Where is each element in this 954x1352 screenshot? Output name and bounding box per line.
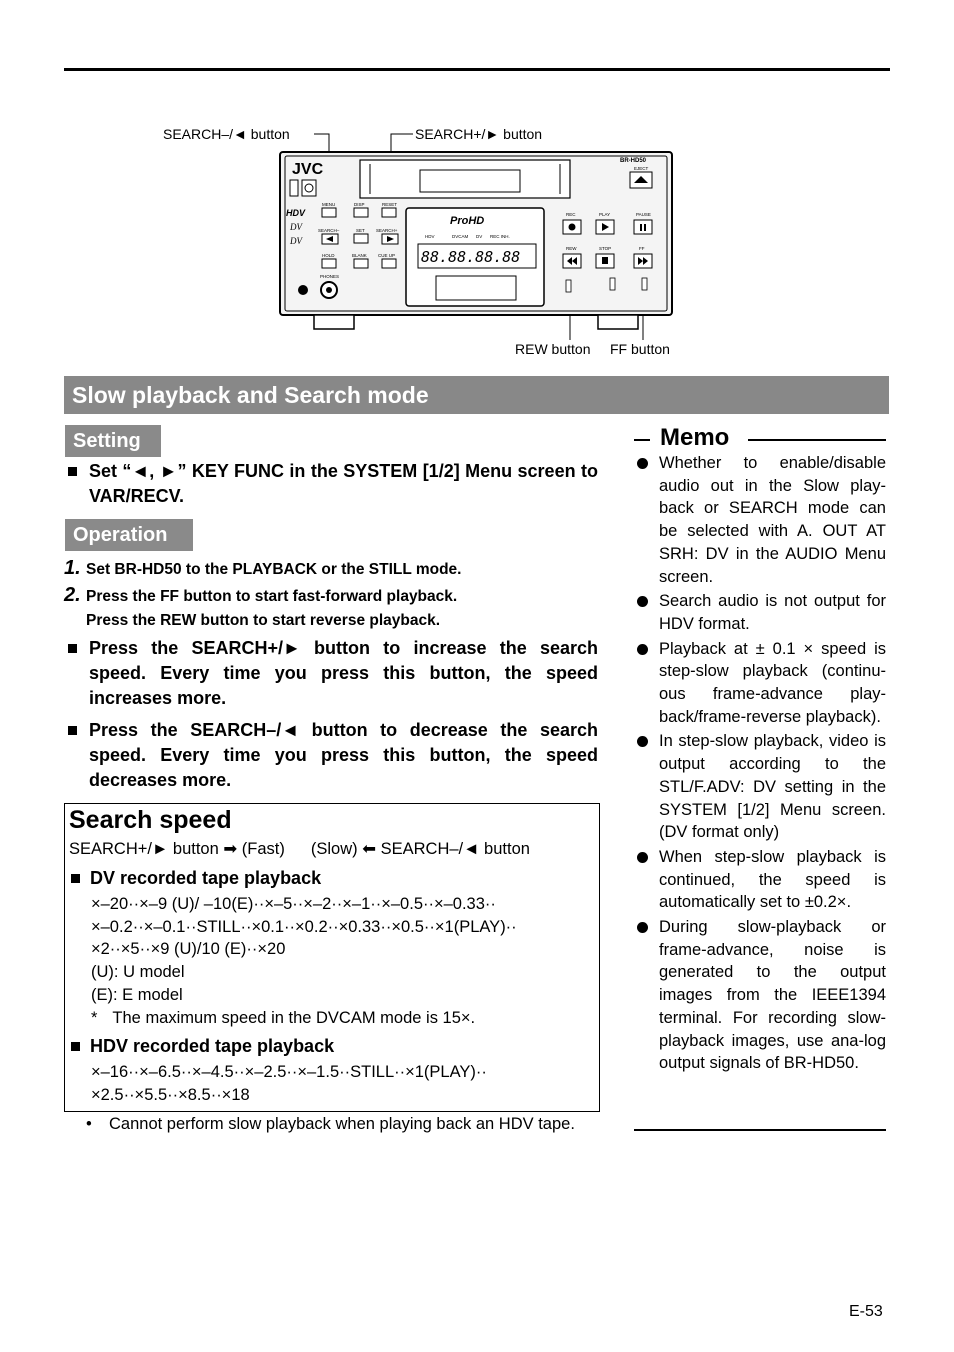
step-text: Set BR-HD50 to the PLAYBACK or the STILL mode. bbox=[86, 561, 462, 578]
footnote-mark: • bbox=[86, 1115, 92, 1133]
memo-item: When step-slow playback is continued, the speed is automatically set to ±0.2×. bbox=[634, 846, 886, 914]
memo-item: Playback at ± 0.1 × speed is step-slow playback (continu-ous frame-advance play-back/frame-reverse playback). bbox=[634, 638, 886, 729]
svg-text:SEARCH+: SEARCH+ bbox=[376, 228, 398, 233]
square-bullet-icon bbox=[71, 874, 80, 883]
svg-text:REC INH.: REC INH. bbox=[490, 234, 510, 239]
svg-text:DVCAM: DVCAM bbox=[452, 234, 469, 239]
callout-rew: REW button bbox=[515, 341, 591, 357]
bullet-dot-icon bbox=[637, 644, 648, 655]
memo-item: During slow-playback or frame-advance, noise is generated to the output images from the IEEE1394 terminal. For recording slow-playback images, use ana-log output signals of BR-HD50. bbox=[634, 916, 886, 1075]
search-speed-title: Search speed bbox=[69, 806, 232, 834]
hdv-speed-list bbox=[91, 1061, 487, 1106]
svg-text:REW: REW bbox=[566, 246, 577, 251]
device-illustration bbox=[270, 128, 690, 340]
setting-tag: Setting bbox=[65, 425, 161, 457]
memo-list bbox=[634, 452, 886, 1075]
step-number: 2. bbox=[64, 584, 81, 606]
step-number: 1. bbox=[64, 557, 81, 579]
top-rule bbox=[64, 68, 890, 71]
dv-max-note bbox=[91, 1007, 517, 1030]
svg-text:REC: REC bbox=[566, 212, 576, 217]
svg-text:CUE UP: CUE UP bbox=[378, 253, 396, 258]
svg-text:DV: DV bbox=[476, 234, 483, 239]
square-bullet-icon bbox=[68, 726, 77, 735]
operation-bullet-text: Press the SEARCH+/► button to increase the search speed. Every time you press this button, the speed increases more. bbox=[89, 638, 598, 708]
dv-speed-line: ×–20··×–9 (U)/ –10(E)··×–5··×–2··×–1··×–0.5··×–0.33·· bbox=[91, 895, 496, 913]
dv-model-note: (E): E model bbox=[91, 985, 183, 1004]
jvc-logo: JVC bbox=[292, 161, 324, 178]
footnote bbox=[86, 1113, 598, 1136]
section-title: Slow playback and Search mode bbox=[64, 376, 889, 414]
bullet-dot-icon bbox=[637, 852, 648, 863]
svg-text:FF: FF bbox=[639, 246, 645, 251]
footnote-text: Cannot perform slow playback when playing back an HDV tape. bbox=[109, 1115, 575, 1133]
square-bullet-icon bbox=[68, 644, 77, 653]
dv-model-note: (U): U model bbox=[91, 963, 185, 982]
dv-speed-line: ×–0.2··×–0.1··STILL··×0.1··×0.2··×0.33··×0.5··×1(PLAY)·· bbox=[91, 917, 517, 936]
hdv-speed-line: ×–16··×–6.5··×–4.5··×–2.5··×–1.5··STILL··×1(PLAY)·· bbox=[91, 1063, 487, 1081]
dv-speed-list bbox=[91, 893, 517, 1029]
svg-text:HDV: HDV bbox=[286, 208, 306, 218]
dv-heading bbox=[69, 868, 321, 889]
svg-text:88.88.88.88: 88.88.88.88 bbox=[421, 248, 521, 266]
square-bullet-icon bbox=[71, 1042, 80, 1051]
callout-search-plus: SEARCH+/► button bbox=[415, 126, 543, 142]
operation-bullet-text: Press the SEARCH–/◄ button to decrease the search speed. Every time you press this button, the speed decreases more. bbox=[89, 720, 598, 790]
step-text: Press the FF button to start fast-forward playback. bbox=[86, 588, 458, 605]
svg-text:RESET: RESET bbox=[382, 202, 398, 207]
page-number: E-53 bbox=[849, 1303, 883, 1320]
svg-text:HOLD: HOLD bbox=[322, 253, 335, 258]
operation-bullet bbox=[64, 636, 598, 711]
svg-text:STOP: STOP bbox=[599, 246, 612, 251]
memo-bottom-rule bbox=[634, 1129, 886, 1131]
callout-search-minus: SEARCH–/◄ button bbox=[163, 126, 290, 142]
step-1 bbox=[64, 556, 598, 582]
dv-heading-text: DV recorded tape playback bbox=[90, 868, 322, 888]
asterisk: * bbox=[91, 1008, 98, 1027]
svg-text:EJECT: EJECT bbox=[634, 166, 649, 171]
svg-text:DISP: DISP bbox=[354, 202, 365, 207]
svg-text:PAUSE: PAUSE bbox=[636, 212, 651, 217]
operation-bullet bbox=[64, 718, 598, 793]
step-text: Press the REW button to start reverse playback. bbox=[86, 612, 441, 629]
memo-header bbox=[634, 424, 886, 454]
search-speed-legend bbox=[69, 839, 530, 859]
callout-ff: FF button bbox=[610, 341, 670, 357]
legend-fast: SEARCH+/► button ➡ (Fast) bbox=[69, 840, 285, 858]
svg-text:DV: DV bbox=[290, 236, 302, 246]
dv-speed-line: ×2··×5··×9 (U)/10 (E)··×20 bbox=[91, 940, 286, 959]
memo-rule-left bbox=[634, 439, 650, 441]
svg-text:SEARCH–: SEARCH– bbox=[318, 228, 340, 233]
square-bullet-icon bbox=[68, 467, 77, 476]
svg-text:DV: DV bbox=[290, 222, 302, 232]
bullet-dot-icon bbox=[637, 596, 648, 607]
setting-bullet-text: Set “◄, ►” KEY FUNC in the SYSTEM [1/2] Menu screen to VAR/RECV. bbox=[89, 461, 598, 506]
bullet-dot-icon bbox=[637, 736, 648, 747]
setting-bullet bbox=[64, 459, 598, 509]
legend-slow: (Slow) ⬅ SEARCH–/◄ button bbox=[310, 840, 530, 858]
memo-title: Memo bbox=[660, 424, 730, 451]
dv-max-note-text: The maximum speed in the DVCAM mode is 15×. bbox=[112, 1008, 476, 1027]
svg-text:PHONES: PHONES bbox=[320, 274, 340, 279]
step-2 bbox=[64, 583, 598, 633]
svg-text:HDV: HDV bbox=[425, 234, 435, 239]
memo-rule-right bbox=[748, 439, 886, 441]
svg-text:MENU: MENU bbox=[322, 202, 336, 207]
prohd-logo: ProHD bbox=[450, 215, 485, 227]
svg-text:BR-HD50: BR-HD50 bbox=[620, 158, 647, 164]
svg-text:PLAY: PLAY bbox=[599, 212, 611, 217]
operation-tag: Operation bbox=[65, 519, 193, 551]
hdv-heading bbox=[69, 1036, 334, 1057]
memo-item: Whether to enable/disable audio out in the Slow play-back or SEARCH mode can be selected with A. OUT AT SRH: DV in the AUDIO Menu screen. bbox=[634, 452, 886, 588]
memo-item: In step-slow playback, video is output according to the STL/F.ADV: DV setting in the SYSTEM [1/2] Menu screen. (DV format only) bbox=[634, 730, 886, 844]
hdv-speed-line: ×2.5··×5.5··×8.5··×18 bbox=[91, 1085, 250, 1104]
svg-text:SET: SET bbox=[356, 228, 365, 233]
bullet-dot-icon bbox=[637, 922, 648, 933]
bullet-dot-icon bbox=[637, 458, 648, 469]
svg-text:BLANK: BLANK bbox=[352, 253, 367, 258]
hdv-heading-text: HDV recorded tape playback bbox=[90, 1036, 335, 1056]
memo-item: Search audio is not output for HDV format. bbox=[634, 590, 886, 635]
